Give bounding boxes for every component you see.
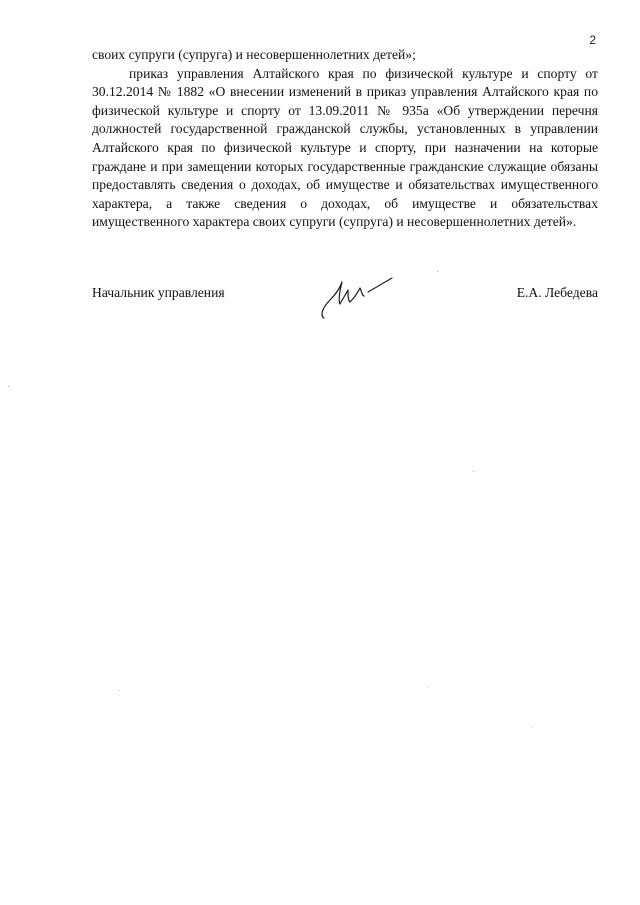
scan-speck <box>118 690 119 691</box>
signature-block <box>92 284 598 324</box>
handwritten-signature-icon <box>310 270 396 322</box>
body-paragraph-1: своих супруги (супруга) и несовершеннолетних детей»; <box>92 47 416 62</box>
page-number: 2 <box>589 33 596 47</box>
signatory-title: Начальник управления <box>92 285 225 300</box>
scan-speck <box>427 686 428 687</box>
scan-speck <box>8 386 9 387</box>
body-paragraph-2: приказ управления Алтайского края по физической культуре и спорту от 30.12.2014 № 1882 «О внесении изменений в приказ управления Алтайского края по физической культуре и спорту от 13.09.2011 № 935а «Об утверждении перечня должностей государственной гражданской службы, установленных в управлении Алтайского края по физической культуре и спорту, при назначении на которые граждане и при замещении которых государственные гражданские служащие обязаны предоставлять сведения о доходах, об имуществе и обязательствах имущественного характера, а также сведения о доходах, об имуществе и обязательствах имущественного характера своих супруги (супруга) и несовершеннолетних детей». <box>92 65 598 230</box>
scan-speck <box>473 471 474 472</box>
scan-speck <box>531 726 532 727</box>
signatory-name: Е.А. Лебедева <box>516 285 598 300</box>
document-body <box>92 46 598 232</box>
scan-speck <box>437 271 438 272</box>
